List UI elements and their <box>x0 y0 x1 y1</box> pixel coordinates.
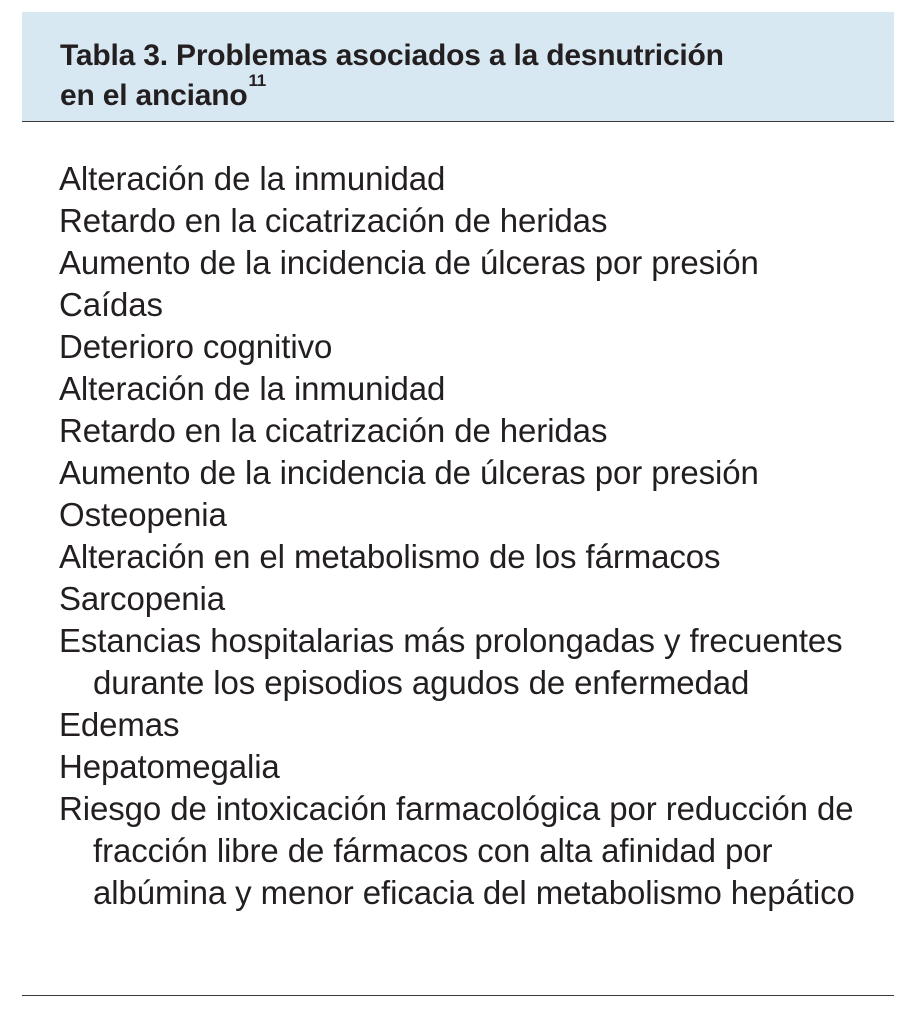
list-item: Aumento de la incidencia de úlceras por presión <box>59 454 759 491</box>
list-item: Sarcopenia <box>59 580 225 617</box>
list-item: Riesgo de intoxicación farmacológica por reducción de fracción libre de fármacos con alta afinidad por albúmina y menor eficacia del metabolismo hepático <box>59 790 855 911</box>
list-item: Retardo en la cicatrización de heridas <box>59 202 608 239</box>
list-item: Aumento de la incidencia de úlceras por presión <box>59 244 759 281</box>
table-title-line2: en el anciano <box>60 79 248 112</box>
list-item: Edemas <box>59 706 180 743</box>
list-item: Hepatomegalia <box>59 748 280 785</box>
list-item: Estancias hospitalarias más prolongadas y frecuentes durante los episodios agudos de enfermedad <box>59 622 843 701</box>
table-3 <box>22 12 894 996</box>
bottom-rule <box>22 995 894 996</box>
table-body <box>22 122 894 914</box>
table-title <box>60 36 878 116</box>
list-item: Caídas <box>59 286 163 323</box>
list-item: Alteración en el metabolismo de los fármacos <box>59 538 721 575</box>
list-item: Retardo en la cicatrización de heridas <box>59 412 608 449</box>
table-title-line1: Tabla 3. Problemas asociados a la desnutrición <box>60 39 724 72</box>
table-header <box>22 12 894 122</box>
list-item: Deterioro cognitivo <box>59 328 333 365</box>
list-item: Alteración de la inmunidad <box>59 160 446 197</box>
problem-list <box>59 158 882 914</box>
list-item: Alteración de la inmunidad <box>59 370 446 407</box>
list-item: Osteopenia <box>59 496 227 533</box>
reference-superscript: 11 <box>248 71 267 90</box>
